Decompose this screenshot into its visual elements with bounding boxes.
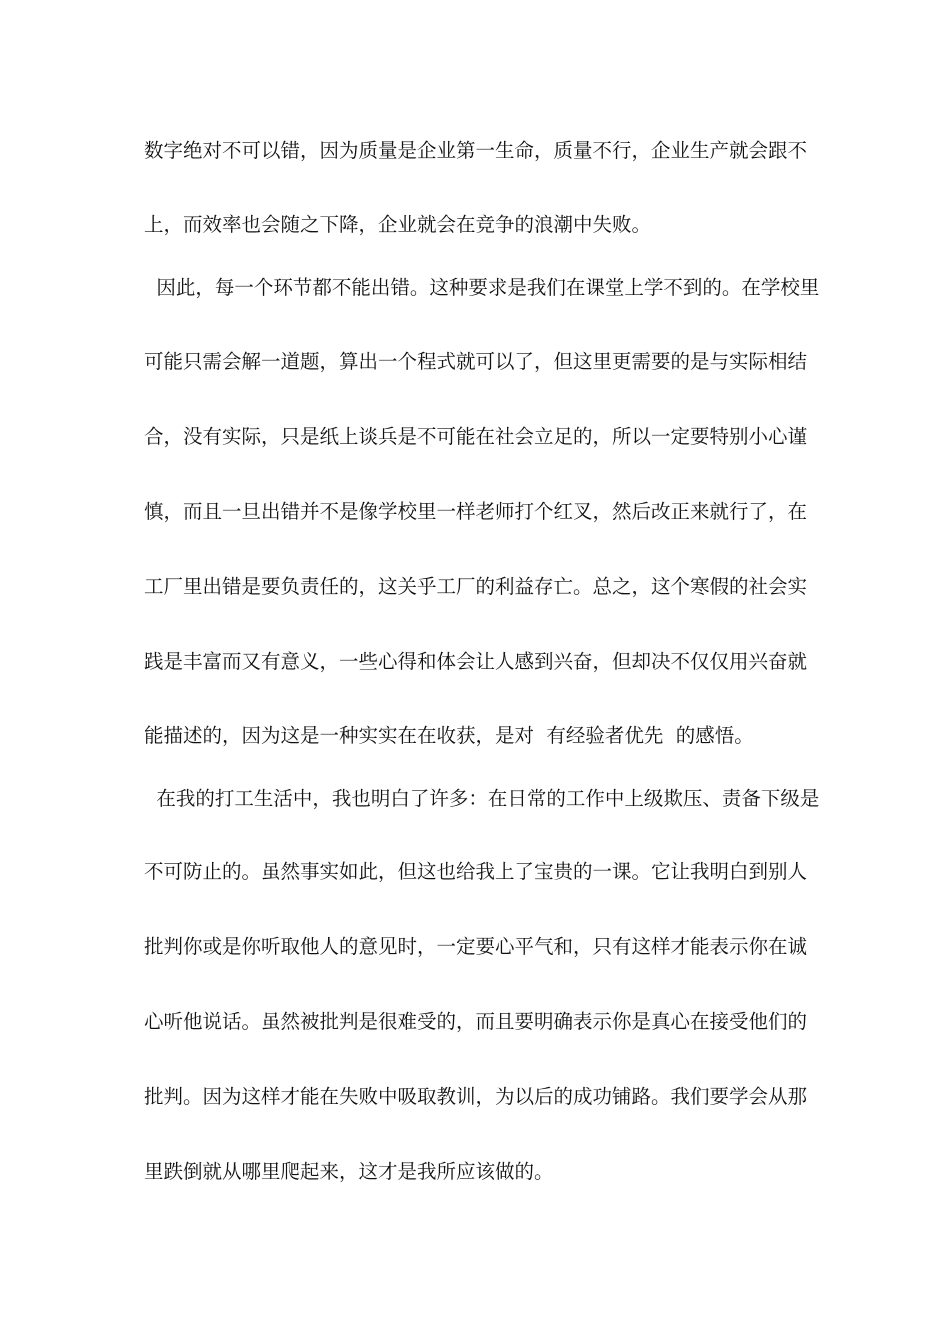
text-line-5: 合，没有实际，只是纸上谈兵是不可能在社会立足的，所以一定要特别小心谨 <box>144 425 808 448</box>
text-line-1: 数字绝对不可以错，因为质量是企业第一生命，质量不行，企业生产就会跟不 <box>144 139 808 162</box>
text-line-2: 上，而效率也会随之下降，企业就会在竞争的浪潮中失败。 <box>144 213 652 236</box>
text-line-13: 心听他说话。虽然被批判是很难受的，而且要明确表示你是真心在接受他们的 <box>144 1010 808 1033</box>
text-line-6: 慎，而且一旦出错并不是像学校里一样老师打个红叉，然后改正来就行了，在 <box>144 500 808 523</box>
text-line-15: 里跌倒就从哪里爬起来，这才是我所应该做的。 <box>144 1160 554 1183</box>
text-line-7: 工厂里出错是要负责任的，这关乎工厂的利益存亡。总之，这个寒假的社会实 <box>144 575 808 598</box>
text-line-12: 批判你或是你听取他人的意见时，一定要心平气和，只有这样才能表示你在诚 <box>144 935 808 958</box>
text-line-14: 批判。因为这样才能在失败中吸取教训，为以后的成功铺路。我们要学会从那 <box>144 1085 808 1108</box>
text-line-10: 在我的打工生活中，我也明白了许多：在日常的工作中上级欺压、责备下级是 <box>144 787 820 810</box>
text-line-8: 践是丰富而又有意义，一些心得和体会让人感到兴奋，但却决不仅仅用兴奋就 <box>144 650 808 673</box>
text-line-9: 能描述的，因为这是一种实实在在收获，是对 有经验者优先 的感悟。 <box>144 724 754 747</box>
text-line-11: 不可防止的。虽然事实如此，但这也给我上了宝贵的一课。它让我明白到别人 <box>144 860 808 883</box>
text-line-3: 因此，每一个环节都不能出错。这种要求是我们在课堂上学不到的。在学校里 <box>144 276 820 299</box>
text-line-4: 可能只需会解一道题，算出一个程式就可以了，但这里更需要的是与实际相结 <box>144 350 808 373</box>
